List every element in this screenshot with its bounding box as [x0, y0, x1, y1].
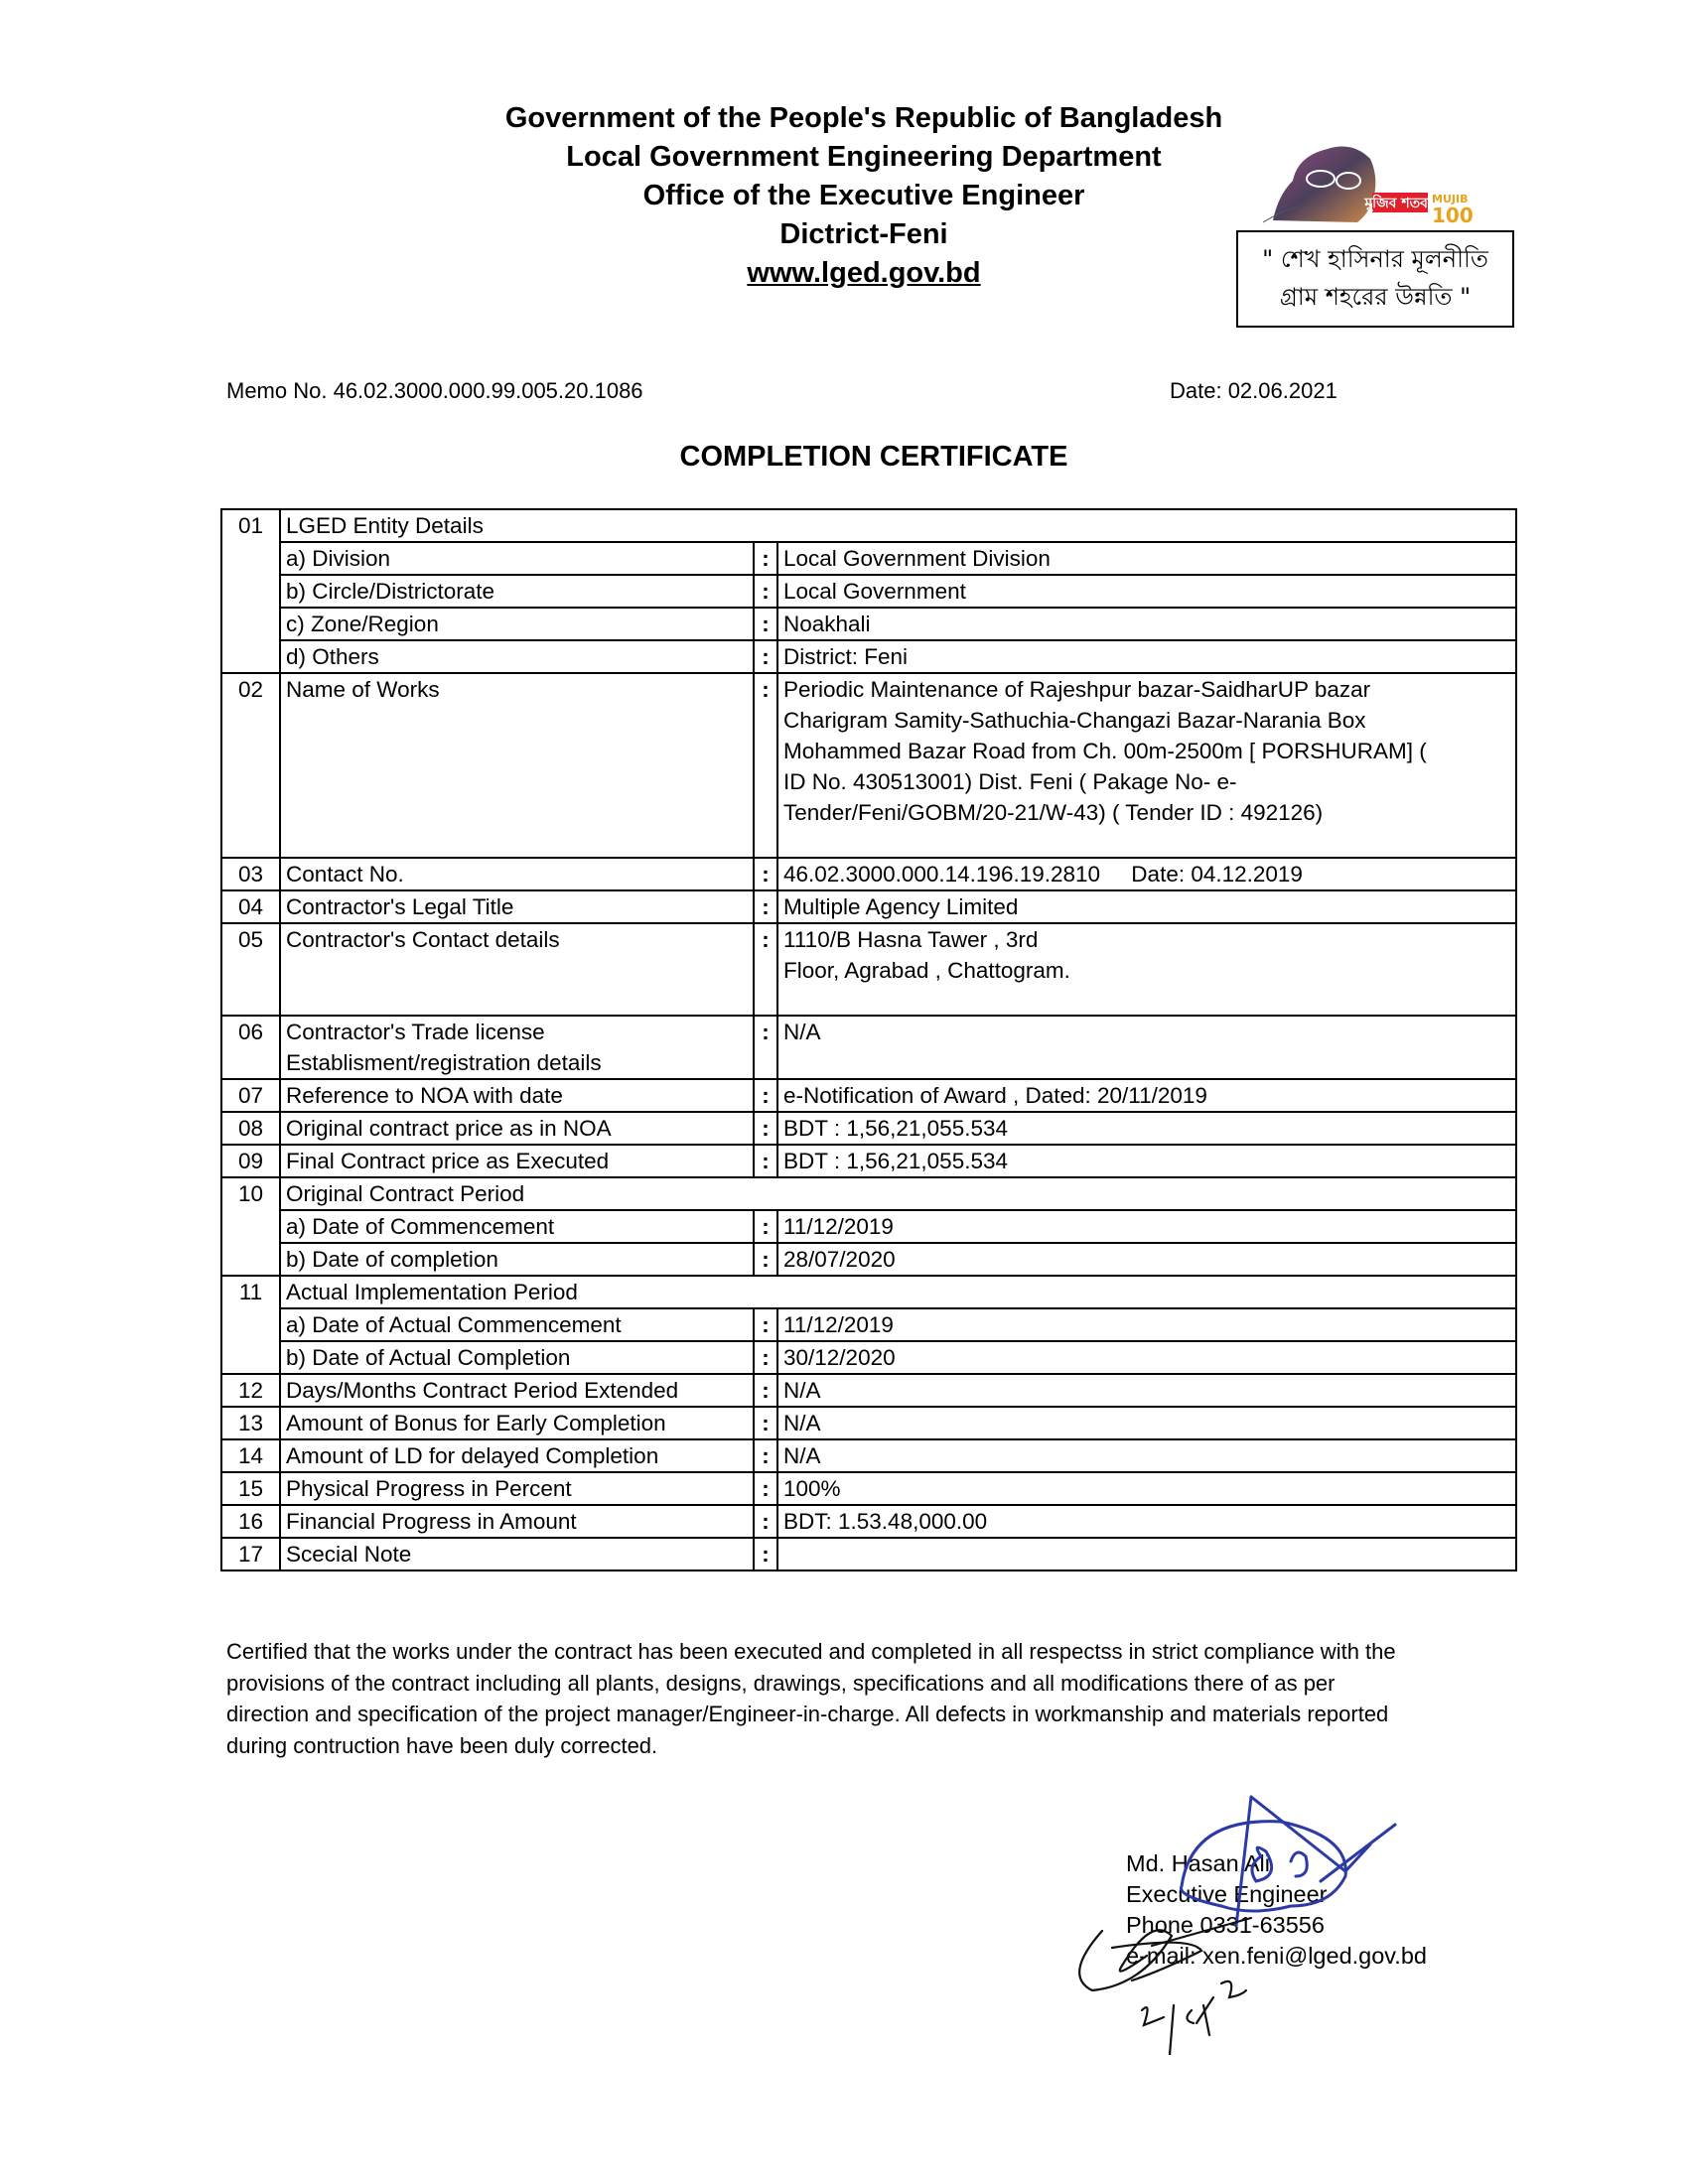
row-colon: : [754, 1210, 777, 1243]
row-number: 16 [221, 1505, 280, 1538]
row-colon: : [754, 1472, 777, 1505]
table-row [221, 1341, 1516, 1374]
table-row [221, 890, 1516, 923]
website-link[interactable]: www.lged.gov.bd [747, 257, 981, 289]
row-colon: : [754, 1374, 777, 1407]
row-label: a) Date of Commencement [280, 1210, 754, 1243]
table-row [221, 1472, 1516, 1505]
table-row [221, 1407, 1516, 1439]
row-label: a) Division [280, 542, 754, 575]
row-number: 05 [221, 923, 280, 1016]
row-number: 04 [221, 890, 280, 923]
row-label: b) Date of completion [280, 1243, 754, 1276]
row-colon: : [754, 575, 777, 608]
row-label: Contractor's Contact details [280, 923, 754, 1016]
row-colon: : [754, 1112, 777, 1145]
row-number: 14 [221, 1439, 280, 1472]
table-row [221, 1112, 1516, 1145]
row-colon: : [754, 608, 777, 640]
row-number: 03 [221, 858, 280, 890]
row-number: 13 [221, 1407, 280, 1439]
table-row [221, 1276, 1516, 1308]
table-row [221, 1374, 1516, 1407]
row-value: BDT : 1,56,21,055.534 [777, 1145, 1516, 1177]
row-value: 11/12/2019 [777, 1308, 1516, 1341]
row-number: 10 [221, 1177, 280, 1276]
row-label: Contractor's Legal Title [280, 890, 754, 923]
certificate-table [220, 508, 1517, 1571]
row-colon: : [754, 1505, 777, 1538]
row-value: e-Notification of Award , Dated: 20/11/2019 [777, 1079, 1516, 1112]
row-number: 01 [221, 509, 280, 673]
row-value: N/A [777, 1407, 1516, 1439]
row-label: Reference to NOA with date [280, 1079, 754, 1112]
row-colon: : [754, 1016, 777, 1079]
row-label: Days/Months Contract Period Extended [280, 1374, 754, 1407]
mujib-100-logo-icon [1253, 141, 1487, 226]
signatory-phone: Phone 0331-63556 [1126, 1912, 1325, 1938]
table-row [221, 1505, 1516, 1538]
row-label: b) Date of Actual Completion [280, 1341, 754, 1374]
table-row [221, 509, 1516, 542]
row-number: 06 [221, 1016, 280, 1079]
table-row [221, 1145, 1516, 1177]
row-label: Name of Works [280, 673, 754, 858]
signatory-block [1126, 1848, 1427, 1972]
row-number: 07 [221, 1079, 280, 1112]
row-number: 11 [221, 1276, 280, 1374]
table-row [221, 1016, 1516, 1079]
row-number: 15 [221, 1472, 280, 1505]
section-heading: Actual Implementation Period [280, 1276, 1516, 1308]
slogan-line-1: " শেখ হাসিনার মূলনীতি [1262, 245, 1488, 273]
row-label: Contractor's Trade license Establisment/registration details [280, 1016, 754, 1079]
row-number: 08 [221, 1112, 280, 1145]
row-value: 28/07/2020 [777, 1243, 1516, 1276]
row-number: 09 [221, 1145, 280, 1177]
slogan-box [1236, 230, 1514, 328]
section-heading: Original Contract Period [280, 1177, 1516, 1210]
table-row [221, 575, 1516, 608]
signatory-email[interactable]: e-mail: xen.feni@lged.gov.bd [1126, 1943, 1427, 1969]
row-colon: : [754, 858, 777, 890]
table-row [221, 1177, 1516, 1210]
row-number: 12 [221, 1374, 280, 1407]
row-label: Final Contract price as Executed [280, 1145, 754, 1177]
row-colon: : [754, 1341, 777, 1374]
row-colon: : [754, 1439, 777, 1472]
office-title: Office of the Executive Engineer [642, 180, 1085, 211]
row-number: 02 [221, 673, 280, 858]
row-label: Physical Progress in Percent [280, 1472, 754, 1505]
row-colon: : [754, 673, 777, 858]
row-label: Original contract price as in NOA [280, 1112, 754, 1145]
row-colon: : [754, 1079, 777, 1112]
signatory-designation: Executive Engineer [1126, 1881, 1328, 1907]
row-colon: : [754, 923, 777, 1016]
row-colon: : [754, 640, 777, 673]
row-label: Amount of Bonus for Early Completion [280, 1407, 754, 1439]
table-row [221, 640, 1516, 673]
row-value: Local Government [777, 575, 1516, 608]
signatory-name: Md. Hasan Ali [1126, 1850, 1270, 1876]
row-colon: : [754, 1145, 777, 1177]
row-value: Local Government Division [777, 542, 1516, 575]
row-value: 100% [777, 1472, 1516, 1505]
row-colon: : [754, 890, 777, 923]
row-label: a) Date of Actual Commencement [280, 1308, 754, 1341]
table-row [221, 1210, 1516, 1243]
row-label: Contact No. [280, 858, 754, 890]
table-row [221, 542, 1516, 575]
table-row [221, 1538, 1516, 1570]
svg-text:MUJIB: MUJIB [1432, 193, 1469, 205]
page-title: COMPLETION CERTIFICATE [679, 441, 1068, 473]
district-title: Dictrict-Feni [779, 218, 948, 250]
row-value: 46.02.3000.000.14.196.19.2810 Date: 04.12.2019 [777, 858, 1516, 890]
row-label: b) Circle/Districtorate [280, 575, 754, 608]
row-value: BDT: 1.53.48,000.00 [777, 1505, 1516, 1538]
certification-statement: Certified that the works under the contract has been executed and completed in all respectss in strict compliance with the provisions of the contract including all plants, designs, drawings, specifications and all modifications there of as per direction and specification of the project manager/Engineer-in-charge. All defects in workmanship and materials reported during contruction have been duly corrected. [226, 1639, 1396, 1758]
row-value: BDT : 1,56,21,055.534 [777, 1112, 1516, 1145]
svg-text:মুজিব শতবর্ষ: মুজিব শতবর্ষ [1364, 196, 1436, 211]
row-label: Scecial Note [280, 1538, 754, 1570]
name-of-works-value: Periodic Maintenance of Rajeshpur bazar-SaidharUP bazar Charigram Samity-Sathuchia-Changazi Bazar-Narania Box Mohammed Bazar Road from Ch. 00m-2500m [ PORSHURAM] ( ID No. 430513001) Dist. Feni ( Pakage No- e- Tender/Feni/GOBM/20-21/W-43) ( Tender ID : 492126) [777, 673, 1516, 858]
department-title: Local Government Engineering Department [566, 141, 1162, 173]
row-value: District: Feni [777, 640, 1516, 673]
row-value: 30/12/2020 [777, 1341, 1516, 1374]
memo-date: Date: 02.06.2021 [1170, 378, 1337, 403]
row-value: N/A [777, 1439, 1516, 1472]
table-row [221, 1308, 1516, 1341]
row-label: d) Others [280, 640, 754, 673]
row-value: Multiple Agency Limited [777, 890, 1516, 923]
table-row [221, 1243, 1516, 1276]
table-row [221, 1079, 1516, 1112]
row-label: Financial Progress in Amount [280, 1505, 754, 1538]
section-heading: LGED Entity Details [280, 509, 1516, 542]
table-row [221, 923, 1516, 1016]
row-colon: : [754, 1308, 777, 1341]
row-value: 11/12/2019 [777, 1210, 1516, 1243]
row-colon: : [754, 1407, 777, 1439]
row-value: Noakhali [777, 608, 1516, 640]
table-row [221, 1439, 1516, 1472]
table-row [221, 673, 1516, 858]
table-row [221, 858, 1516, 890]
letterhead [338, 99, 1390, 293]
row-value: N/A [777, 1016, 1516, 1079]
row-number: 17 [221, 1538, 280, 1570]
row-colon: : [754, 542, 777, 575]
svg-text:100: 100 [1432, 204, 1474, 226]
row-label: c) Zone/Region [280, 608, 754, 640]
row-colon: : [754, 1538, 777, 1570]
row-value: N/A [777, 1374, 1516, 1407]
row-value [777, 1538, 1516, 1570]
contractor-address-value: 1110/B Hasna Tawer , 3rd Floor, Agrabad , Chattogram. [777, 923, 1516, 1016]
slogan-line-2: গ্রাম শহরের উন্নতি " [1279, 283, 1472, 311]
government-title: Government of the People's Republic of Bangladesh [504, 102, 1223, 134]
row-colon: : [754, 1243, 777, 1276]
memo-number: Memo No. 46.02.3000.000.99.005.20.1086 [226, 378, 643, 403]
table-row [221, 608, 1516, 640]
row-label: Amount of LD for delayed Completion [280, 1439, 754, 1472]
